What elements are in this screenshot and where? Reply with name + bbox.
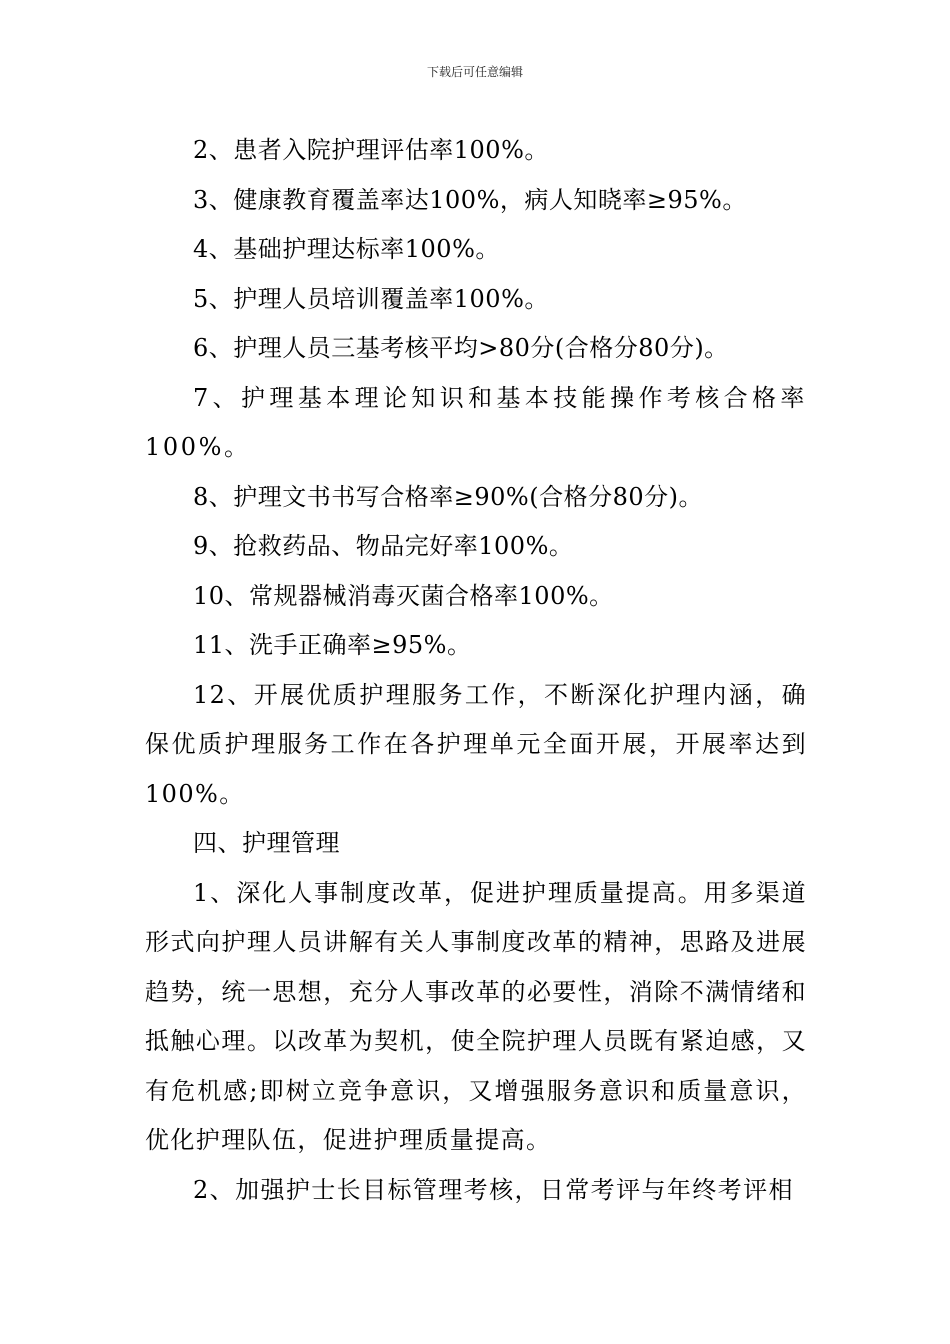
paragraph-item-5: 5、护理人员培训覆盖率100%。 bbox=[193, 284, 549, 313]
paragraph-item-6: 6、护理人员三基考核平均>80分(合格分80分)。 bbox=[193, 334, 729, 362]
paragraph-item-4: 4、基础护理达标率100%。 bbox=[193, 235, 500, 263]
paragraph-management-1: 1、深化人事制度改革，促进护理质量提高。用多渠道形式向护理人员讲解有关人事制度改革的精神，思路及进展趋势，统一思想，充分人事改革的必要性，消除不满情绪和抵触心理。以改革为契机，使全院护理人员既有紧迫感，又有危机感;即树立竞争意识，又增强服务意识和质量意识，优化护理队伍，促进护理质量提高。 bbox=[145, 878, 807, 1154]
paragraph-item-9: 9、抢救药品、物品完好率100%。 bbox=[193, 532, 574, 560]
paragraph-item-2: 2、患者入院护理评估率100%。 bbox=[193, 136, 549, 164]
paragraph-item-7: 7、护理基本理论知识和基本技能操作考核合格率100%。 bbox=[145, 383, 807, 461]
paragraph-item-8: 8、护理文书书写合格率≥90%(合格分80分)。 bbox=[193, 482, 703, 511]
paragraph-item-11: 11、洗手正确率≥95%。 bbox=[193, 631, 472, 659]
paragraph-item-10: 10、常规器械消毒灭菌合格率100%。 bbox=[193, 581, 614, 610]
paragraph-management-2: 2、加强护士长目标管理考核，日常考评与年终考评相 bbox=[193, 1175, 794, 1204]
document-body bbox=[145, 126, 807, 1215]
section-heading-nursing-management: 四、护理管理 bbox=[193, 829, 340, 857]
paragraph-item-3: 3、健康教育覆盖率达100%，病人知晓率≥95%。 bbox=[193, 185, 747, 214]
paragraph-item-12: 12、开展优质护理服务工作，不断深化护理内涵，确保优质护理服务工作在各护理单元全面开展，开展率达到100%。 bbox=[145, 680, 807, 808]
page-header-note: 下载后可任意编辑 bbox=[426, 65, 523, 79]
